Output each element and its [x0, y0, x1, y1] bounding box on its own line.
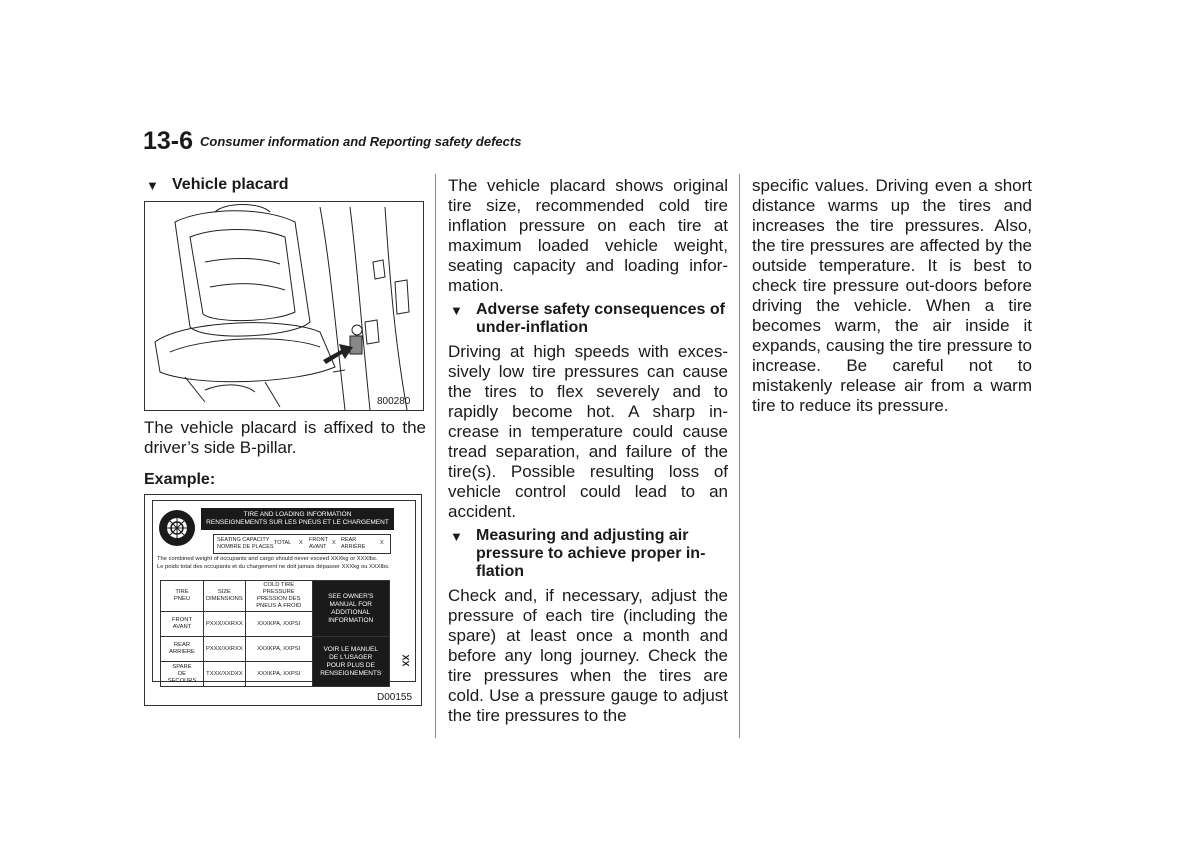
seating-front-en: FRONT	[309, 537, 328, 543]
see-manual-line: INFORMATION	[328, 616, 374, 624]
column-2	[448, 176, 728, 726]
column-1	[144, 176, 426, 706]
row-size: TXXX/XXDXX	[204, 662, 246, 687]
figure-code: 800280	[377, 396, 411, 407]
see-manual-line: MANUAL FOR	[329, 600, 372, 608]
table-row	[161, 637, 390, 662]
row-size: PXXX/XXRXX	[204, 637, 246, 662]
column-3	[752, 176, 1032, 416]
seating-rear-en: REAR	[341, 537, 357, 543]
row-name	[161, 662, 204, 687]
seating-rear-x: X	[380, 540, 384, 546]
row-name-en: REAR	[173, 642, 191, 648]
voir-manuel-line: DE L'USAGER	[329, 653, 373, 661]
header-size-fr: DIMENSIONS	[206, 596, 243, 602]
continuation-paragraph: specific values. Driving even a short distance warms up the tires and increases the tire pressures. Also, the tire pressures are affected by the outside temperature. It is best to check tire pressure out-doors before driving the vehicle. When a tire becomes warm, the air inside it expands, causing the tire pressure to increase. Be careful not to mistakenly release air from a warm tire to reduce its pressure.	[752, 176, 1032, 415]
voir-manuel-line: POUR PLUS DE	[326, 661, 375, 669]
header-tire	[161, 581, 204, 612]
row-name-fr: ARRIERE	[169, 649, 195, 655]
row-name-fr: AVANT	[172, 624, 192, 630]
seating-total: TOTAL	[274, 540, 292, 546]
voir-manuel-line: RENSEIGNEMENTS	[320, 669, 382, 677]
heading-text: Adverse safety consequences of under-inflation	[476, 301, 725, 336]
see-manual-line: SEE OWNER'S	[328, 592, 374, 600]
triangle-marker-icon: ▼	[450, 303, 463, 318]
seating-front-x: X	[332, 540, 336, 546]
section-heading-under-inflation	[448, 301, 728, 337]
header-pressure-1: COLD TIRE PRESSURE	[262, 582, 295, 595]
seat-illustration-icon	[145, 202, 423, 410]
column-divider-1	[435, 174, 436, 738]
heading-text: Measuring and adjusting air pressure to achieve proper in-flation	[476, 527, 706, 580]
voir-manuel-line: VOIR LE MANUEL	[323, 645, 378, 653]
table-header-row	[161, 581, 390, 612]
example-label: Example:	[144, 471, 216, 488]
seating-capacity-box	[213, 534, 391, 554]
banner-fr: RENSEIGNEMENTS SUR LES PNEUS ET LE CHARGEMENT	[206, 519, 389, 526]
note-en: The combined weight of occupants and cargo should never exceed XXXkg or XXXlbs.	[157, 556, 378, 562]
under-inflation-paragraph: Driving at high speeds with exces-sively low tire pressures can cause the tires to flex severely and to rapidly become hot. A sharp in-crease in temperature could cause tread separation, and failure of the tire(s). Possible resulting loss of vehicle control could lead to an accident.	[448, 342, 728, 521]
chapter-title: Consumer information and Reporting safety defects	[200, 134, 522, 149]
header-size	[204, 581, 246, 612]
row-pressure: XXXKPA, XXPSI	[245, 662, 312, 687]
placard-intro-paragraph: The vehicle placard shows original tire size, recommended cold tire inflation pressure on each tire at maximum loaded vehicle weight, seating capacity and loading infor-mation.	[448, 176, 728, 295]
see-manual-cell	[312, 581, 389, 637]
row-size: PXXX/XXRXX	[204, 612, 246, 637]
header-pressure	[245, 581, 312, 612]
placard-banner	[201, 508, 394, 530]
header-pressure-2: PRESSION DES	[256, 596, 301, 602]
placard-side-code: XX	[400, 654, 411, 667]
placard-caption: The vehicle placard is affixed to the driver’s side B-pillar.	[144, 418, 426, 457]
measuring-paragraph: Check and, if necessary, adjust the pressure of each tire (including the spare) at least once a month and before any long journey. Check the tire pressures when the tires are cold. Use a pressure gauge to adjust the tire pressures to the	[448, 586, 728, 725]
triangle-marker-icon: ▼	[146, 178, 159, 193]
seat-pillar-illustration	[144, 201, 424, 411]
note-fr: Le poids total des occupants et du chargement ne doit jamais dépasser XXXkg ou XXXlbs.	[157, 563, 390, 570]
figure-code: D00155	[377, 692, 413, 703]
seating-label-en: SEATING CAPACITY	[217, 537, 270, 543]
header-tire-en: TIRE	[175, 589, 189, 595]
placard-example-figure	[144, 494, 422, 706]
column-divider-2	[739, 174, 740, 738]
header-size-en: SIZE	[217, 589, 231, 595]
page-number: 13-6	[143, 127, 194, 155]
triangle-marker-icon: ▼	[450, 529, 463, 544]
heading-text: Vehicle placard	[172, 176, 289, 193]
seating-front-fr: AVANT	[309, 544, 327, 550]
seating-label-fr: NOMBRE DE PLACES	[217, 544, 274, 550]
row-name-fr: DE SECOURS	[167, 670, 197, 684]
tire-loading-placard	[152, 500, 416, 682]
voir-manuel-cell	[312, 637, 389, 687]
row-pressure: XXXKPA, XXPSI	[245, 637, 312, 662]
row-name-en: FRONT	[172, 617, 192, 623]
section-heading-measuring	[448, 527, 728, 581]
banner-en: TIRE AND LOADING INFORMATION	[243, 511, 352, 518]
header-pressure-3: PNEUS À FROID	[256, 603, 302, 609]
tire-icon	[157, 508, 197, 548]
seating-total-x: X	[299, 540, 303, 546]
placard-weight-note	[157, 556, 413, 571]
placard-tire-table	[160, 580, 390, 687]
seating-rear-fr: ARRIÈRE	[341, 544, 366, 550]
header-tire-fr: PNEU	[173, 596, 191, 602]
row-name	[161, 612, 204, 637]
row-name	[161, 637, 204, 662]
section-heading-vehicle-placard	[144, 176, 426, 194]
row-pressure: XXXKPA, XXPSI	[245, 612, 312, 637]
see-manual-line: ADDITIONAL	[331, 608, 371, 616]
row-name-en: SPARE	[172, 663, 192, 670]
